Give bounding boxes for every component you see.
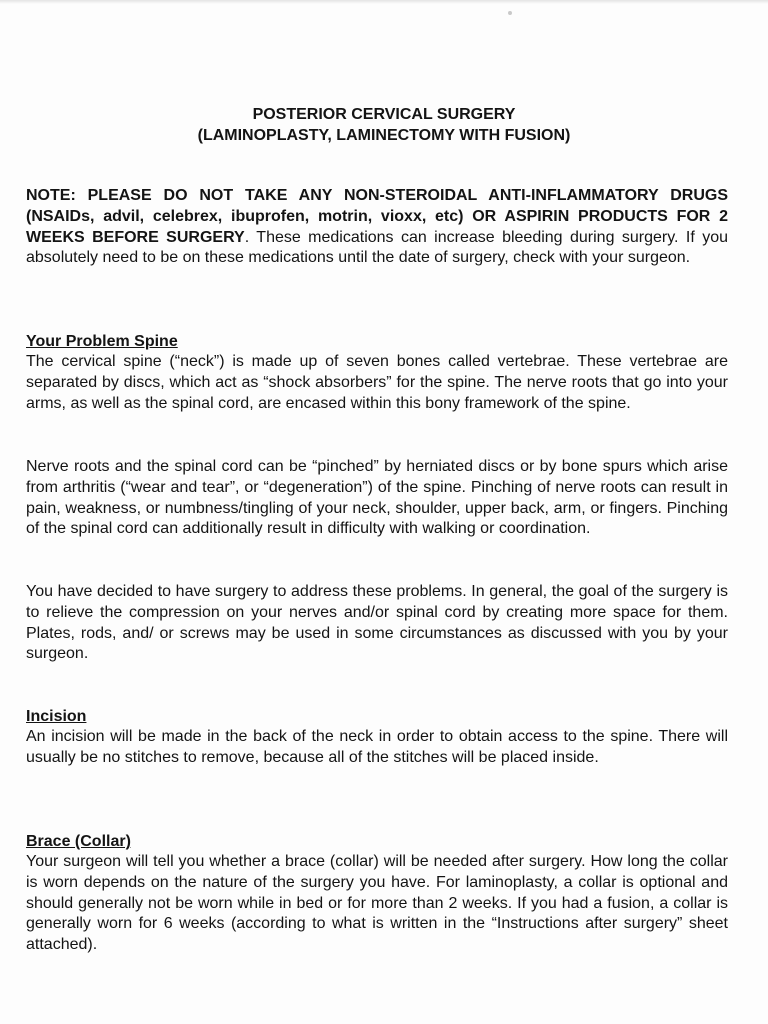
nsaid-note [26, 186, 728, 269]
note-explanation: . These medications can increase bleeding during surgery. If you absolutely need to be on these medications until the date of surgery, check with your surgeon. [26, 228, 729, 267]
section-heading-brace: Brace (Collar) [26, 833, 131, 850]
paragraph: You have decided to have surgery to address these problems. In general, the goal of the surgery is to relieve the compression on your nerves and/or spinal cord by creating more space for them. Plates, rods, and/ or screws may be used in some circumstances as discussed with you by your surgeon. [26, 583, 728, 663]
section-heading-problem-spine: Your Problem Spine [26, 333, 178, 350]
section-heading-incision: Incision [26, 708, 87, 725]
paragraph: Your surgeon will tell you whether a brace (collar) will be needed after surgery. How long the collar is worn depends on the nature of the surgery you have. For laminoplasty, a collar is optional and should generally not be worn while in bed or for more than 2 weeks. If you had a fusion, a collar is generally worn for 6 weeks (according to what is written in the “Instructions after surgery” sheet attached). [26, 853, 728, 954]
scan-speck [508, 11, 512, 15]
section-body-incision [26, 727, 728, 769]
paragraph: Nerve roots and the spinal cord can be “pinched” by herniated discs or by bone spurs which arise from arthritis (“wear and tear”, or “degeneration”) of the spine. Pinching of nerve roots can result in pain, weakness, or numbness/tingling of your neck, shoulder, upper back, arm, or fingers. Pinching of the spinal cord can additionally result in difficulty with walking or coordination. [26, 458, 728, 538]
section-body-problem-spine-1 [26, 352, 728, 414]
section-body-problem-spine-2 [26, 457, 728, 540]
title-line-1: POSTERIOR CERVICAL SURGERY [252, 106, 516, 123]
scan-edge [0, 0, 768, 4]
paragraph: The cervical spine (“neck”) is made up of seven bones called vertebrae. These vertebrae are separated by discs, which act as “shock absorbers” for the spine. The nerve roots that go into your arms, as well as the spinal cord, are encased within this bony framework of the spine. [26, 353, 728, 412]
paragraph: An incision will be made in the back of the neck in order to obtain access to the spine. There will usually be no stitches to remove, because all of the stitches will be placed inside. [26, 728, 728, 766]
title-line-2: (LAMINOPLASTY, LAMINECTOMY WITH FUSION) [197, 127, 571, 144]
section-body-brace [26, 852, 728, 956]
note-warning-bold: NOTE: PLEASE DO NOT TAKE ANY NON-STEROIDAL ANTI-INFLAMMATORY DRUGS (NSAIDs, advil, celebrex, ibuprofen, motrin, vioxx, etc) OR ASPIRIN PRODUCTS FOR 2 WEEKS BEFORE SURGERY [26, 187, 728, 246]
section-body-problem-spine-3 [26, 582, 728, 665]
document-title [0, 104, 768, 146]
